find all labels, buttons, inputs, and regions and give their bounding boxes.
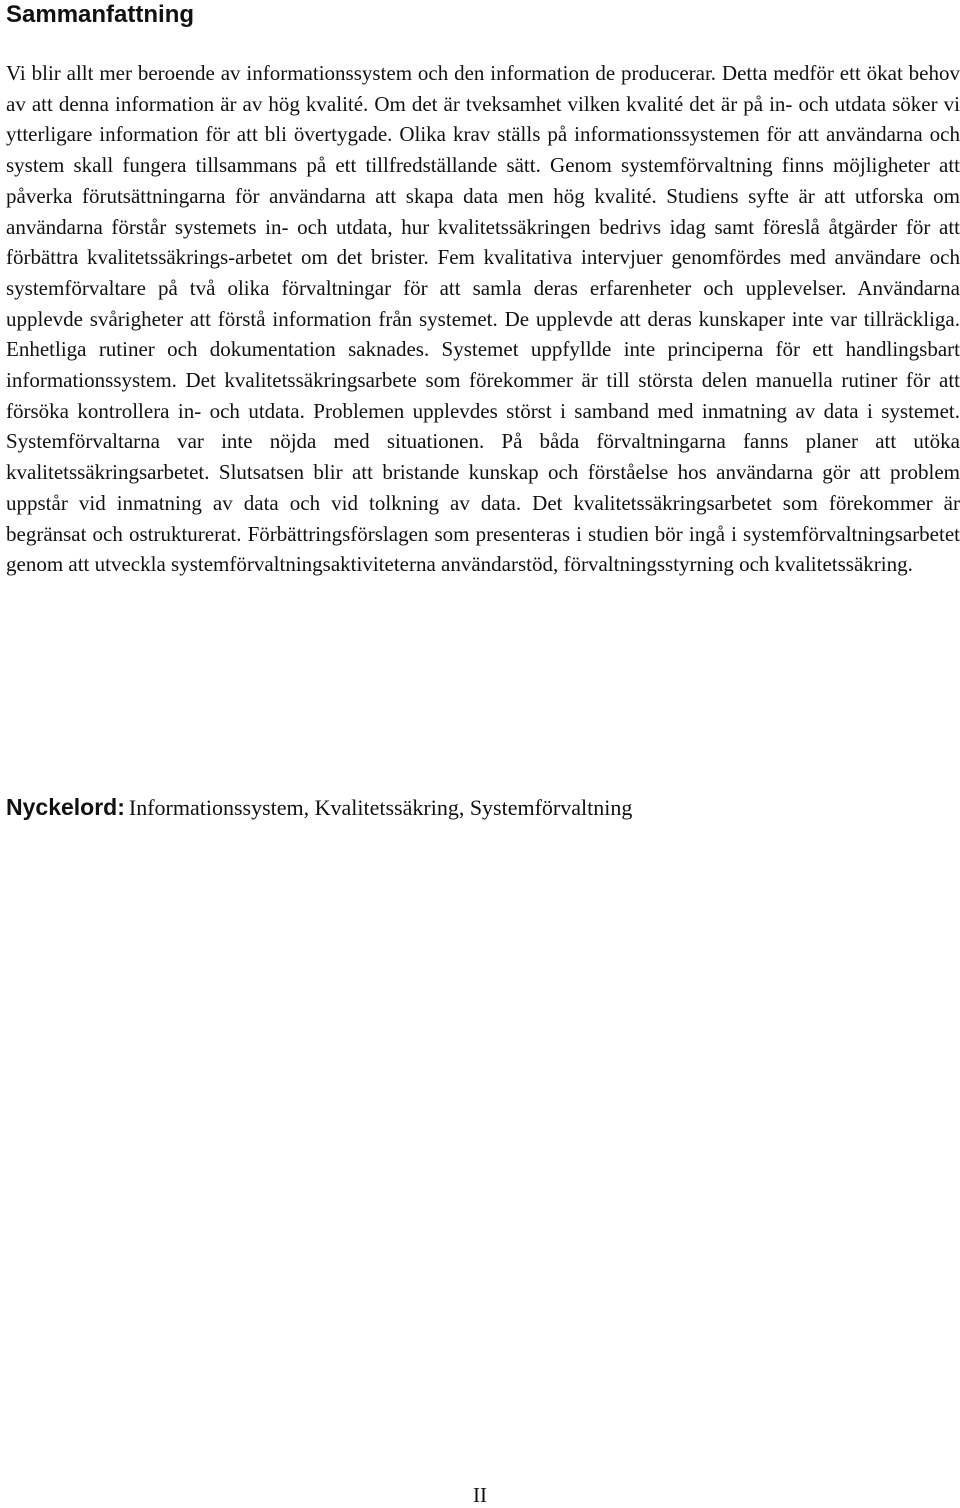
keywords-line [6, 792, 632, 823]
section-heading: Sammanfattning [6, 1, 195, 28]
abstract-paragraph: Vi blir allt mer beroende av informationssystem och den information de producerar. Detta medför ett ökat behov av att denna information är av hög kvalité. Om det är tveksamhet vilken kvalité det är på in- och utdata söker vi ytterligare information för att bli övertygade. Olika krav ställs på informationssystemen för att användarna och system skall fungera tillsammans på ett tillfredställande sätt. Genom systemförvaltning finns möjligheter att påverka förutsättningarna för användarna att skapa data men hög kvalité. Studiens syfte är att utforska om användarna förstår systemets in- och utdata, hur kvalitetssäkringen bedrivs idag samt föreslå åtgärder för att förbättra kvalitetssäkrings-arbetet om det brister. Fem kvalitativa intervjuer genomfördes med användare och systemförvaltare på två olika förvaltningar för att samla deras erfarenheter och upplevelser. Användarna upplevde svårigheter att förstå information från systemet. De upplevde att deras kunskaper inte var tillräckliga. Enhetliga rutiner och dokumentation saknades. Systemet uppfyllde inte principerna för ett handlingsbart informationssystem. Det kvalitetssäkringsarbete som förekommer är till största delen manuella rutiner för att försöka kontrollera in- och utdata. Problemen upplevdes störst i samband med inmatning av data i systemet. Systemförvaltarna var inte nöjda med situationen. På båda förvaltningarna fanns planer att utöka kvalitetssäkringsarbetet. Slutsatsen blir att bristande kunskap och förståelse hos användarna gör att problem uppstår vid inmatning av data och vid tolkning av data. Det kvalitetssäkringsarbetet som förekommer är begränsat och ostrukturerat. Förbättringsförslagen som presenteras i studien bör ingå i systemförvaltningsarbetet genom att utveckla systemförvaltningsaktiviteterna användarstöd, förvaltningsstyrning och kvalitetssäkring. [6, 61, 960, 577]
keywords-label: Nyckelord: [6, 794, 125, 820]
keywords-values: Informationssystem, Kvalitetssäkring, Systemförvaltning [128, 795, 633, 820]
page-number: II [473, 1483, 487, 1507]
